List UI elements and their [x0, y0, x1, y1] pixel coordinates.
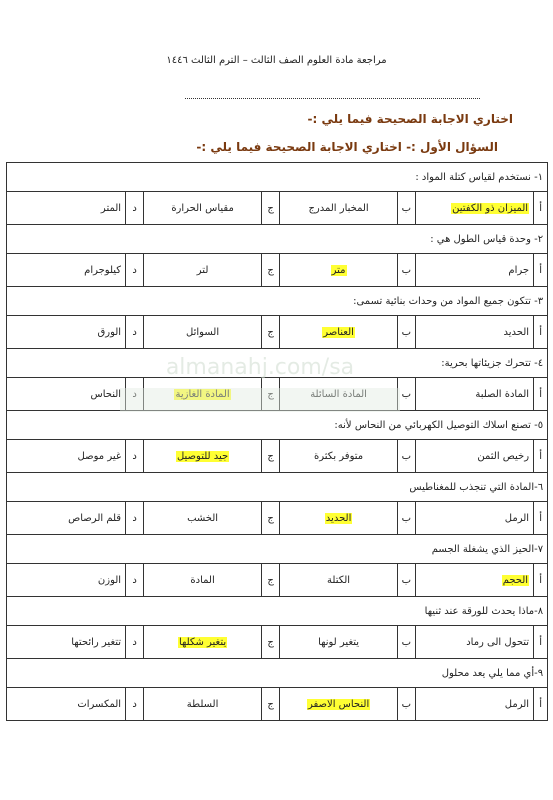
option-letter: أ [534, 192, 548, 225]
option-cell[interactable] [416, 502, 534, 535]
option-cell[interactable] [416, 254, 534, 287]
question-row [7, 287, 548, 316]
option-text: لتر [196, 264, 209, 276]
options-row [7, 502, 548, 535]
option-letter: د [126, 626, 144, 659]
option-text: المادة السائلة [310, 388, 367, 400]
option-letter: ج [262, 316, 280, 349]
option-cell[interactable] [144, 378, 262, 411]
option-letter: د [126, 502, 144, 535]
questions-table [6, 162, 548, 721]
option-cell[interactable] [144, 502, 262, 535]
option-letter: ج [262, 564, 280, 597]
option-letter: ب [398, 688, 416, 721]
option-cell[interactable] [416, 316, 534, 349]
option-cell[interactable] [416, 688, 534, 721]
question-row [7, 473, 548, 502]
option-letter: ب [398, 564, 416, 597]
option-cell[interactable] [280, 440, 398, 473]
option-text: المتر [100, 202, 122, 214]
question-text: ١- نستخدم لقياس كتلة المواد : [7, 163, 548, 192]
option-letter: ب [398, 254, 416, 287]
options-row [7, 564, 548, 597]
option-letter: د [126, 192, 144, 225]
option-cell[interactable] [280, 502, 398, 535]
options-row [7, 626, 548, 659]
option-cell[interactable] [144, 254, 262, 287]
highlighted-answer: الحديد [325, 512, 352, 524]
highlighted-answer: الميزان ذو الكفتين [452, 202, 529, 214]
option-cell[interactable] [280, 626, 398, 659]
option-cell[interactable] [280, 254, 398, 287]
question-row [7, 349, 548, 378]
option-letter: ج [262, 626, 280, 659]
question-row [7, 597, 548, 626]
options-row [7, 192, 548, 225]
option-letter: ج [262, 254, 280, 287]
option-text: الحديد [503, 326, 530, 338]
option-text: السلطة [186, 698, 219, 710]
option-text: رخيص الثمن [477, 450, 530, 462]
option-letter: د [126, 378, 144, 411]
option-letter: د [126, 440, 144, 473]
option-letter: ب [398, 316, 416, 349]
option-cell[interactable] [280, 688, 398, 721]
option-cell[interactable] [7, 192, 126, 225]
question-text: ٣- تتكون جميع المواد من وحدات بنائية تسمى: [7, 287, 548, 316]
option-letter: ب [398, 626, 416, 659]
highlighted-answer: جيد للتوصيل [176, 450, 229, 462]
option-text: تتحول الى رماد [466, 636, 530, 648]
question-row [7, 411, 548, 440]
option-cell[interactable] [144, 316, 262, 349]
option-letter: أ [534, 564, 548, 597]
option-letter: ب [398, 440, 416, 473]
question-text: ٨-ماذا يحدث للورقة عند ثنيها [7, 597, 548, 626]
option-letter: ج [262, 192, 280, 225]
option-cell[interactable] [416, 626, 534, 659]
option-letter: أ [534, 626, 548, 659]
options-row [7, 254, 548, 287]
question-row [7, 225, 548, 254]
option-cell[interactable] [416, 564, 534, 597]
option-text: الرمل [504, 512, 530, 524]
option-text: غير موصل [77, 450, 122, 462]
option-text: المادة [190, 574, 215, 586]
option-cell[interactable] [280, 192, 398, 225]
option-letter: ج [262, 502, 280, 535]
option-letter: ب [398, 378, 416, 411]
main-instruction: اختاري الاجابة الصحيحة فيما يلي :- [307, 112, 513, 126]
option-cell[interactable] [144, 192, 262, 225]
question-text: ٦-المادة التي تنجذب للمغناطيس [7, 473, 548, 502]
question-text: ٥- تصنع اسلاك التوصيل الكهربائي من النحاس لأنه: [7, 411, 548, 440]
question-row [7, 163, 548, 192]
option-letter: د [126, 316, 144, 349]
page-title: مراجعة مادة العلوم الصف الثالث – الترم الثالث ١٤٤٦ [166, 55, 387, 66]
highlighted-answer: الحجم [502, 574, 529, 586]
highlighted-answer: يتغير شكلها [178, 636, 227, 648]
question-text: ٧-الحيز الذي يشغلة الجسم [7, 535, 548, 564]
option-letter: ب [398, 192, 416, 225]
option-text: كيلوجرام [84, 264, 122, 276]
option-text: متوفر بكثرة [314, 450, 364, 462]
option-text: السوائل [186, 326, 220, 338]
option-letter: ج [262, 688, 280, 721]
option-cell[interactable] [144, 688, 262, 721]
option-cell[interactable] [7, 440, 126, 473]
option-cell[interactable] [416, 378, 534, 411]
option-text: يتغير لونها [318, 636, 360, 648]
option-text: الورق [97, 326, 122, 338]
option-cell[interactable] [7, 626, 126, 659]
option-letter: ج [262, 378, 280, 411]
options-row [7, 688, 548, 721]
option-cell[interactable] [7, 378, 126, 411]
watermark: almanahj.com/sa [165, 355, 355, 380]
option-letter: د [126, 688, 144, 721]
question1-instruction: السؤال الأول :- اختاري الاجابة الصحيحة فيما يلي :- [196, 140, 498, 154]
question-text: ٩-أي مما يلي يعد محلول [7, 659, 548, 688]
option-text: الكتلة [327, 574, 351, 586]
option-cell[interactable] [7, 688, 126, 721]
option-cell[interactable] [280, 378, 398, 411]
option-text: مقياس الحرارة [171, 202, 234, 214]
option-text: الرمل [504, 698, 530, 710]
option-cell[interactable] [7, 564, 126, 597]
option-cell[interactable] [144, 564, 262, 597]
option-letter: أ [534, 378, 548, 411]
option-cell[interactable] [7, 316, 126, 349]
option-cell[interactable] [144, 440, 262, 473]
option-text: النحاس [90, 388, 122, 400]
option-cell[interactable] [144, 626, 262, 659]
option-text: قلم الرصاص [68, 512, 122, 524]
option-letter: د [126, 254, 144, 287]
option-letter: د [126, 564, 144, 597]
questions-body [7, 163, 548, 721]
option-letter: أ [534, 502, 548, 535]
option-cell[interactable] [280, 316, 398, 349]
question-row [7, 535, 548, 564]
option-letter: أ [534, 254, 548, 287]
highlighted-answer: النحاس الاصفر [307, 698, 370, 710]
highlighted-answer: المادة الغازية [175, 388, 230, 400]
highlighted-answer: العناصر [323, 326, 354, 338]
name-line [185, 92, 480, 99]
option-text: تتغير رائحتها [71, 636, 122, 648]
option-letter: ج [262, 440, 280, 473]
options-row [7, 440, 548, 473]
option-cell[interactable] [416, 440, 534, 473]
option-letter: ب [398, 502, 416, 535]
option-cell[interactable] [416, 192, 534, 225]
options-row [7, 316, 548, 349]
option-text: المخبار المدرج [308, 202, 369, 214]
option-letter: أ [534, 440, 548, 473]
option-cell[interactable] [280, 564, 398, 597]
option-text: الوزن [97, 574, 122, 586]
question-text: ٤- تتحرك جزيئاتها بحرية: [7, 349, 548, 378]
option-cell[interactable] [7, 254, 126, 287]
options-row [7, 378, 548, 411]
option-cell[interactable] [7, 502, 126, 535]
option-letter: أ [534, 316, 548, 349]
question-text: ٢- وحدة قياس الطول هي : [7, 225, 548, 254]
question-row [7, 659, 548, 688]
option-text: المادة الصلبة [475, 388, 530, 400]
option-text: جرام [508, 264, 530, 276]
option-text: الخشب [187, 512, 219, 524]
option-letter: أ [534, 688, 548, 721]
option-text: المكسرات [77, 698, 122, 710]
highlighted-answer: متر [331, 264, 346, 276]
